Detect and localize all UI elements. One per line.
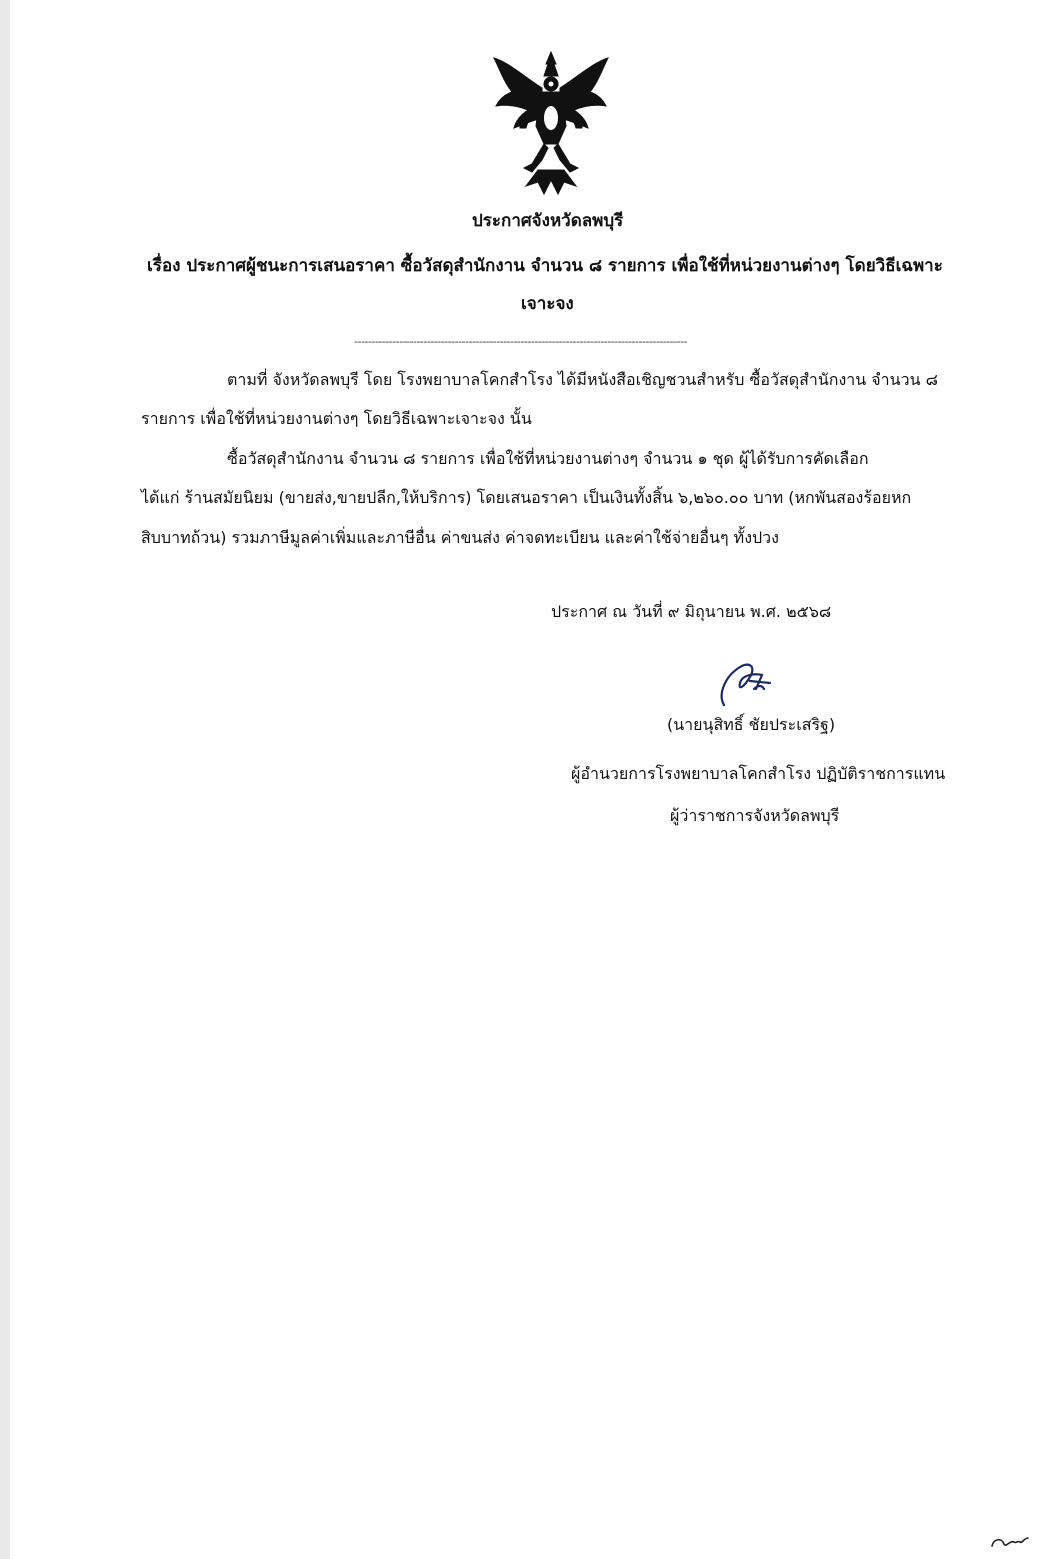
- paragraph-1-line-1: ตามที่ จังหวัดลพบุรี โดย โรงพยาบาลโคกสำโรง ได้มีหนังสือเชิญชวนสำหรับ ซื้อวัสดุสำนักงาน จำนวน ๘: [227, 370, 938, 389]
- paragraph-1-line-2: รายการ เพื่อใช้ที่หน่วยงานต่างๆ โดยวิธีเฉพาะเจาะจง นั้น: [141, 409, 532, 428]
- announcement-date: ประกาศ ณ วันที่ ๙ มิถุนายน พ.ศ. ๒๕๖๘: [551, 602, 832, 621]
- signer-authority: ผู้ว่าราชการจังหวัดลพบุรี: [670, 806, 840, 825]
- signer-name: (นายนุสิทธิ์ ชัยประเสริฐ): [667, 715, 836, 734]
- garuda-emblem-icon: [486, 48, 616, 198]
- initials-mark: [988, 1532, 1032, 1552]
- paragraph-2-line-2: ได้แก่ ร้านสมัยนิยม (ขายส่ง,ขายปลีก,ให้บริการ) โดยเสนอราคา เป็นเงินทั้งสิ้น ๖,๒๖๐.๐๐ บาท (หกพันสองร้อยหก: [141, 488, 912, 507]
- signer-position: ผู้อำนวยการโรงพยาบาลโคกสำโรง ปฏิบัติราชการแทน: [571, 764, 946, 783]
- paragraph-2-line-1: ซื้อวัสดุสำนักงาน จำนวน ๘ รายการ เพื่อใช้ที่หน่วยงานต่างๆ จำนวน ๑ ชุด ผู้ได้รับการคัดเลือก: [227, 449, 869, 468]
- signature-mark: [710, 655, 790, 715]
- subject-line-1: เรื่อง ประกาศผู้ชนะการเสนอราคา ซื้อวัสดุสำนักงาน จำนวน ๘ รายการ เพื่อใช้ที่หน่วยงานต่างๆ โดยวิธีเฉพาะ: [147, 256, 943, 276]
- paragraph-2-line-3: สิบบาทถ้วน) รวมภาษีมูลค่าเพิ่มและภาษีอื่น ค่าขนส่ง ค่าจดทะเบียน และค่าใช้จ่ายอื่นๆ ทั้งปวง: [141, 528, 779, 547]
- subject-line-2: เจาะจง: [521, 294, 574, 314]
- document-title: ประกาศจังหวัดลพบุรี: [472, 211, 624, 231]
- separator-line: ------------------------------------------------------------------------------------------------: [354, 335, 688, 348]
